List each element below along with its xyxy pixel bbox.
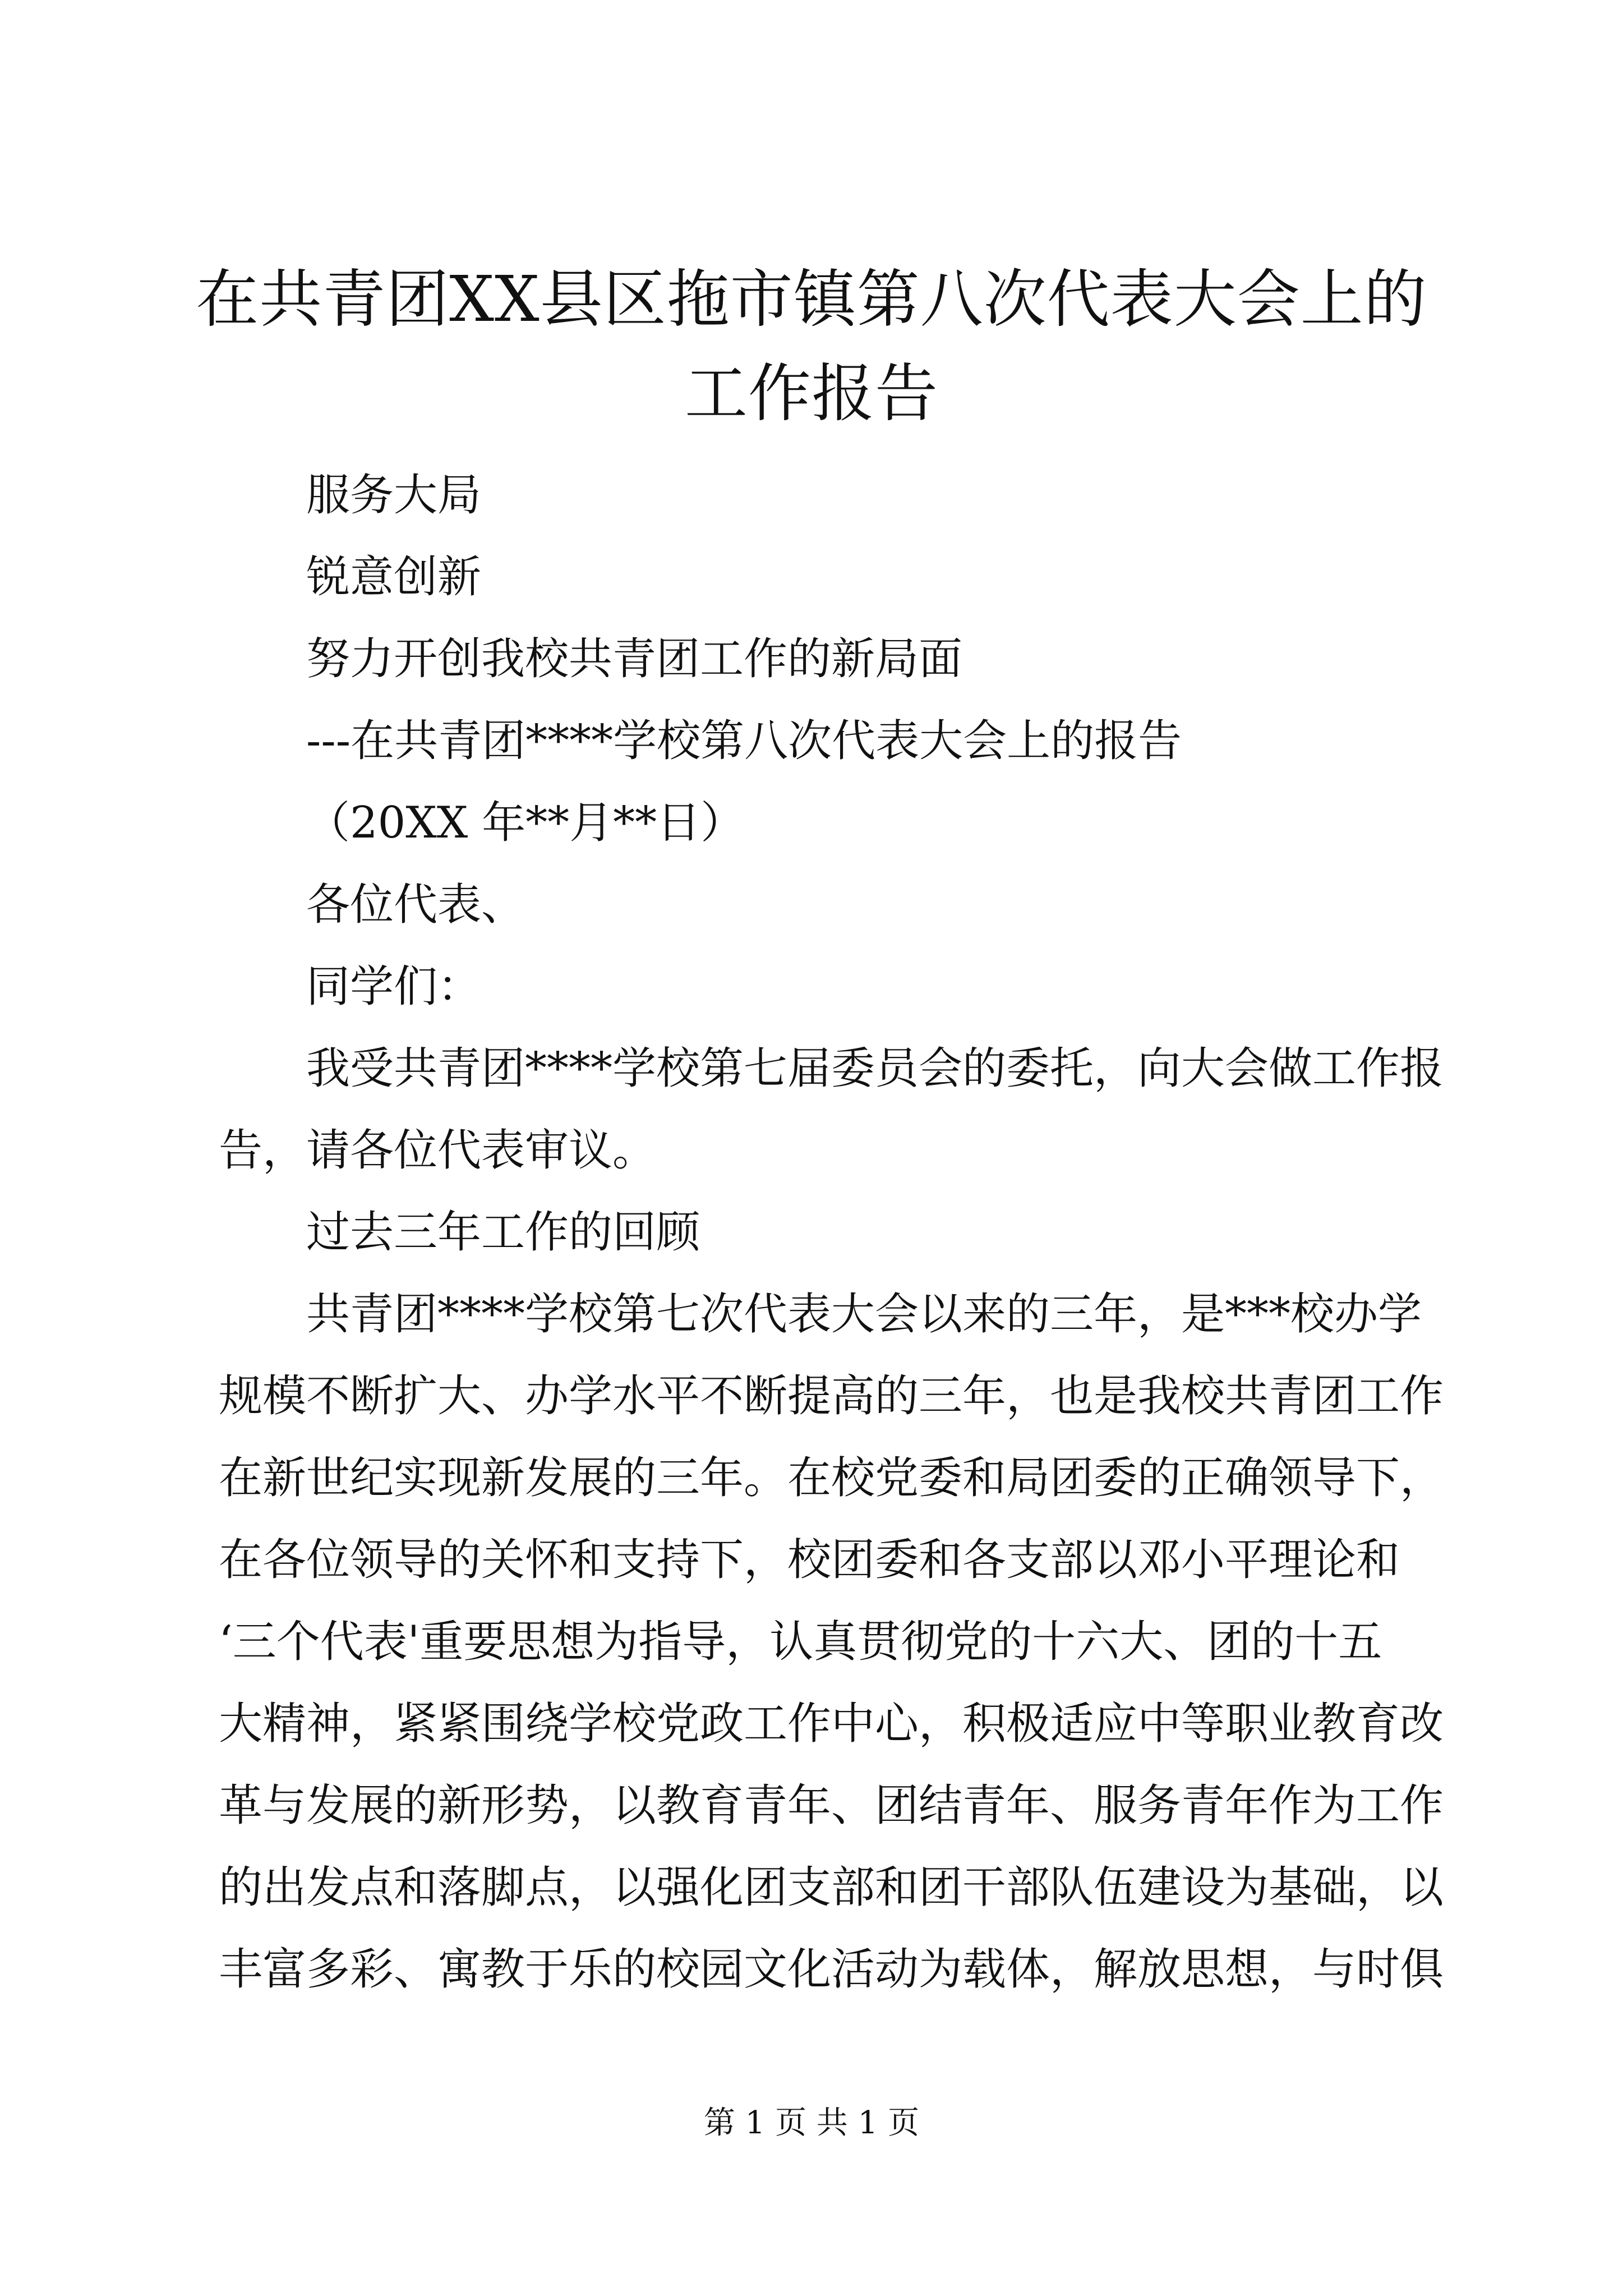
paragraph-review-line-7: 革与发展的新形势，以教育青年、团结青年、服务青年作为工作 xyxy=(219,1780,1444,1831)
document-title xyxy=(168,252,1455,441)
paragraph-intro-line-1: 我受共青团****学校第七届委员会的委托，向大会做工作报 xyxy=(306,1043,1444,1094)
paragraph-review-line-9: 丰富多彩、寓教于乐的校园文化活动为载体，解放思想，与时俱 xyxy=(219,1944,1444,1995)
paragraph-heading-2: 锐意创新 xyxy=(306,552,482,602)
title-line-2: 工作报告 xyxy=(685,357,938,430)
page-footer: 第 1 页 共 1 页 xyxy=(703,2105,920,2141)
document-body xyxy=(219,454,1444,2010)
paragraph-heading-1: 服务大局 xyxy=(306,470,482,521)
paragraph-review-line-8: 的出发点和落脚点，以强化团支部和团干部队伍建设为基础，以 xyxy=(219,1862,1444,1913)
paragraph-review-line-4: 在各位领导的关怀和支持下，校团委和各支部以邓小平理论和 xyxy=(219,1535,1400,1585)
paragraph-section-heading: 过去三年工作的回顾 xyxy=(306,1207,700,1258)
paragraph-review-line-1: 共青团****学校第七次代表大会以来的三年，是***校办学 xyxy=(306,1289,1422,1340)
paragraph-review-line-5: ‘三个代表'重要思想为指导，认真贯彻党的十六大、团的十五 xyxy=(219,1617,1382,1667)
paragraph-intro-line-2: 告，请各位代表审议。 xyxy=(219,1125,657,1176)
paragraph-review-line-3: 在新世纪实现新发展的三年。在校党委和局团委的正确领导下， xyxy=(219,1453,1444,1503)
paragraph-heading-3: 努力开创我校共青团工作的新局面 xyxy=(306,634,963,684)
paragraph-salutation-1: 各位代表、 xyxy=(306,880,525,930)
paragraph-date: （20XX 年**月**日） xyxy=(306,798,745,848)
paragraph-review-line-2: 规模不断扩大、办学水平不断提高的三年，也是我校共青团工作 xyxy=(219,1371,1444,1421)
paragraph-review-line-6: 大精神，紧紧围绕学校党政工作中心，积极适应中等职业教育改 xyxy=(219,1699,1444,1749)
paragraph-subtitle: ---在共青团****学校第八次代表大会上的报告 xyxy=(306,716,1182,766)
paragraph-salutation-2: 同学们： xyxy=(306,961,482,1012)
title-line-1: 在共青团XX县区拖市镇第八次代表大会上的 xyxy=(196,263,1427,336)
